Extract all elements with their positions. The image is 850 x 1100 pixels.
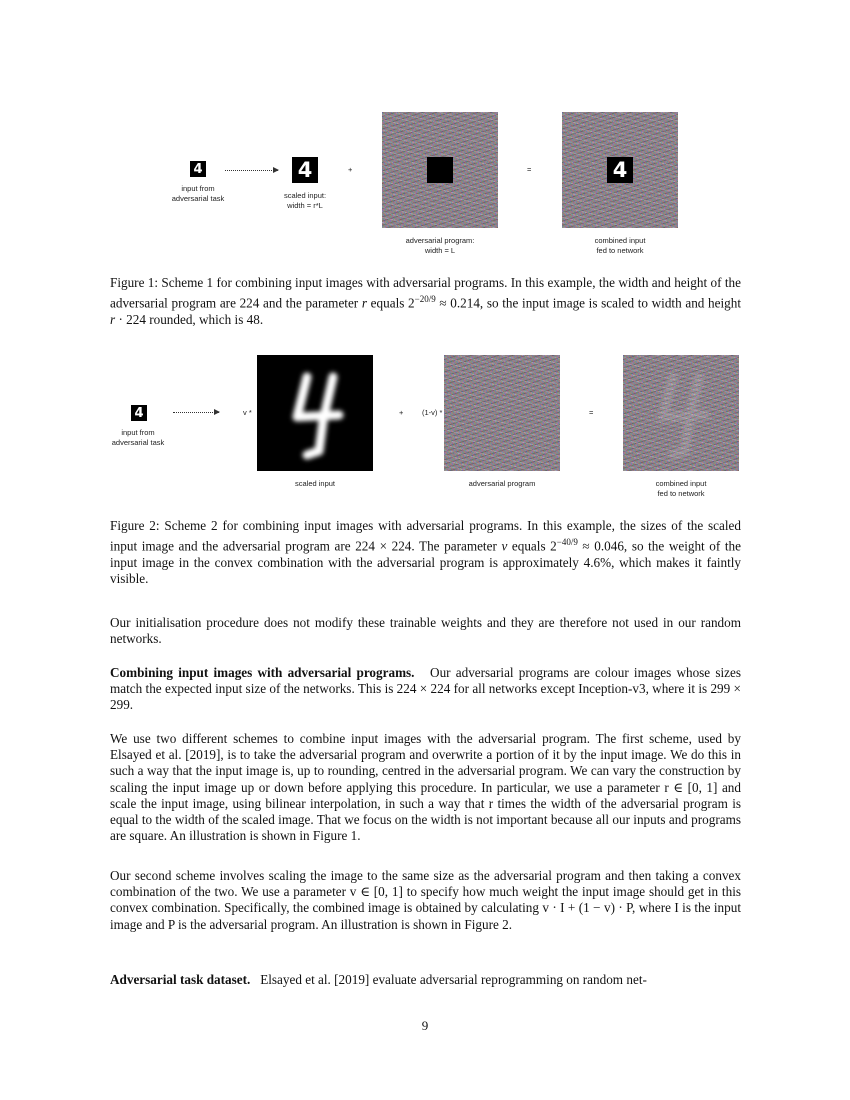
label-adversarial-program: adversarial program	[468, 479, 536, 488]
scaled-input-image	[257, 355, 373, 471]
paragraph-second-scheme: Our second scheme involves scaling the image to the same size as the adversarial program and then taking a convex combination of the two. We use a parameter v ∈ [0, 1] to specify how much weight the input image should get in this convex combination. Specifically, the combined image is obtained by calculating v · I + (1 − v) · P, where I is the input image and P is the adversarial program. An illustration is shown in Figure 2.	[110, 868, 741, 932]
label-input-from-task: input from adversarial task	[111, 428, 165, 447]
paragraph-heading: Adversarial task dataset.	[110, 972, 251, 987]
equals-sign: =	[589, 408, 594, 417]
page-number: 9	[421, 1018, 429, 1033]
digit-four-icon	[257, 355, 373, 471]
combined-input-image	[623, 355, 739, 471]
one-minus-v-multiplier: (1-v) *	[422, 408, 443, 417]
equals-sign: =	[527, 165, 532, 174]
digit-glyph: 4	[612, 158, 628, 182]
input-digit-image	[131, 405, 147, 421]
label-combined-input: combined input fed to network	[655, 479, 707, 498]
label-input-from-task: input from adversarial task	[171, 184, 225, 203]
arrow-right-icon	[225, 170, 278, 171]
paragraph-text: Our adversarial programs are colour images whose sizes match the expected input size of the networks. This is 224 × 224 for all networks except Inception-v3, where it is 299 × 299.	[110, 665, 741, 713]
label-combined-input: combined input fed to network	[594, 236, 646, 255]
figure-2-caption: Figure 2: Scheme 2 for combining input images with adversarial programs. In this example, the sizes of the scaled input image and the adversarial program are 224 × 224. The parameter v equals $2^{-40/9} \approx 0.046$, so the weight of the input image in the convex combination with the adversarial program is approximately 4.6%, which makes it faintly visible.	[110, 518, 741, 586]
embedded-digit	[607, 157, 633, 183]
combined-input-image	[562, 112, 678, 228]
figure-1-caption: Figure 1: Scheme 1 for combining input images with adversarial programs. In this example, the width and height of the adversarial program are 224 and the parameter r equals $2^{-20/9} \approx 0.214$, so the input image is scaled to width and height r · 224 rounded, which is 48.	[110, 275, 742, 327]
paragraph-text: Elsayed et al. [2019] evaluate adversarial reprogramming on random net-	[260, 972, 647, 987]
paragraph-combining	[110, 665, 741, 714]
plus-sign: +	[399, 408, 404, 417]
faint-digit-overlay	[623, 355, 739, 471]
v-multiplier: v *	[243, 408, 252, 417]
digit-glyph: 4	[193, 161, 203, 177]
label-adversarial-program: adversarial program: width = L	[405, 236, 475, 255]
paragraph-two-schemes: We use two different schemes to combine input images with the adversarial program. The first scheme, used by Elsayed et al. [2019], is to take the adversarial program and overwrite a portion of it by the input image. We do this in such a way that the input image is, up to rounding, centred in the adversarial program. We can vary the construction by scaling the input image up or down before applying this procedure. In particular, we use a parameter r ∈ [0, 1] and scale the input image, using bilinear interpolation, in such a way that r times the width of the adversarial program is equal to the width of the scaled image. That we focus on the width is not important because all our inputs and programs are square. An illustration is shown in Figure 1.	[110, 731, 741, 844]
plus-sign: +	[348, 165, 353, 174]
input-digit-image	[190, 161, 206, 177]
paragraph-initialisation: Our initialisation procedure does not modify these trainable weights and they are therefore not used in our random networks.	[110, 615, 741, 647]
adversarial-program-image	[382, 112, 498, 228]
black-patch	[427, 157, 453, 183]
arrow-right-icon	[173, 412, 219, 413]
adversarial-program-image	[444, 355, 560, 471]
paragraph-dataset	[110, 972, 741, 988]
digit-glyph: 4	[297, 158, 313, 182]
paragraph-heading: Combining input images with adversarial programs.	[110, 665, 415, 680]
scaled-input-image	[292, 157, 318, 183]
digit-glyph: 4	[134, 405, 144, 421]
label-scaled-input: scaled input: width = r*L	[283, 191, 327, 210]
label-scaled-input: scaled input	[294, 479, 336, 488]
